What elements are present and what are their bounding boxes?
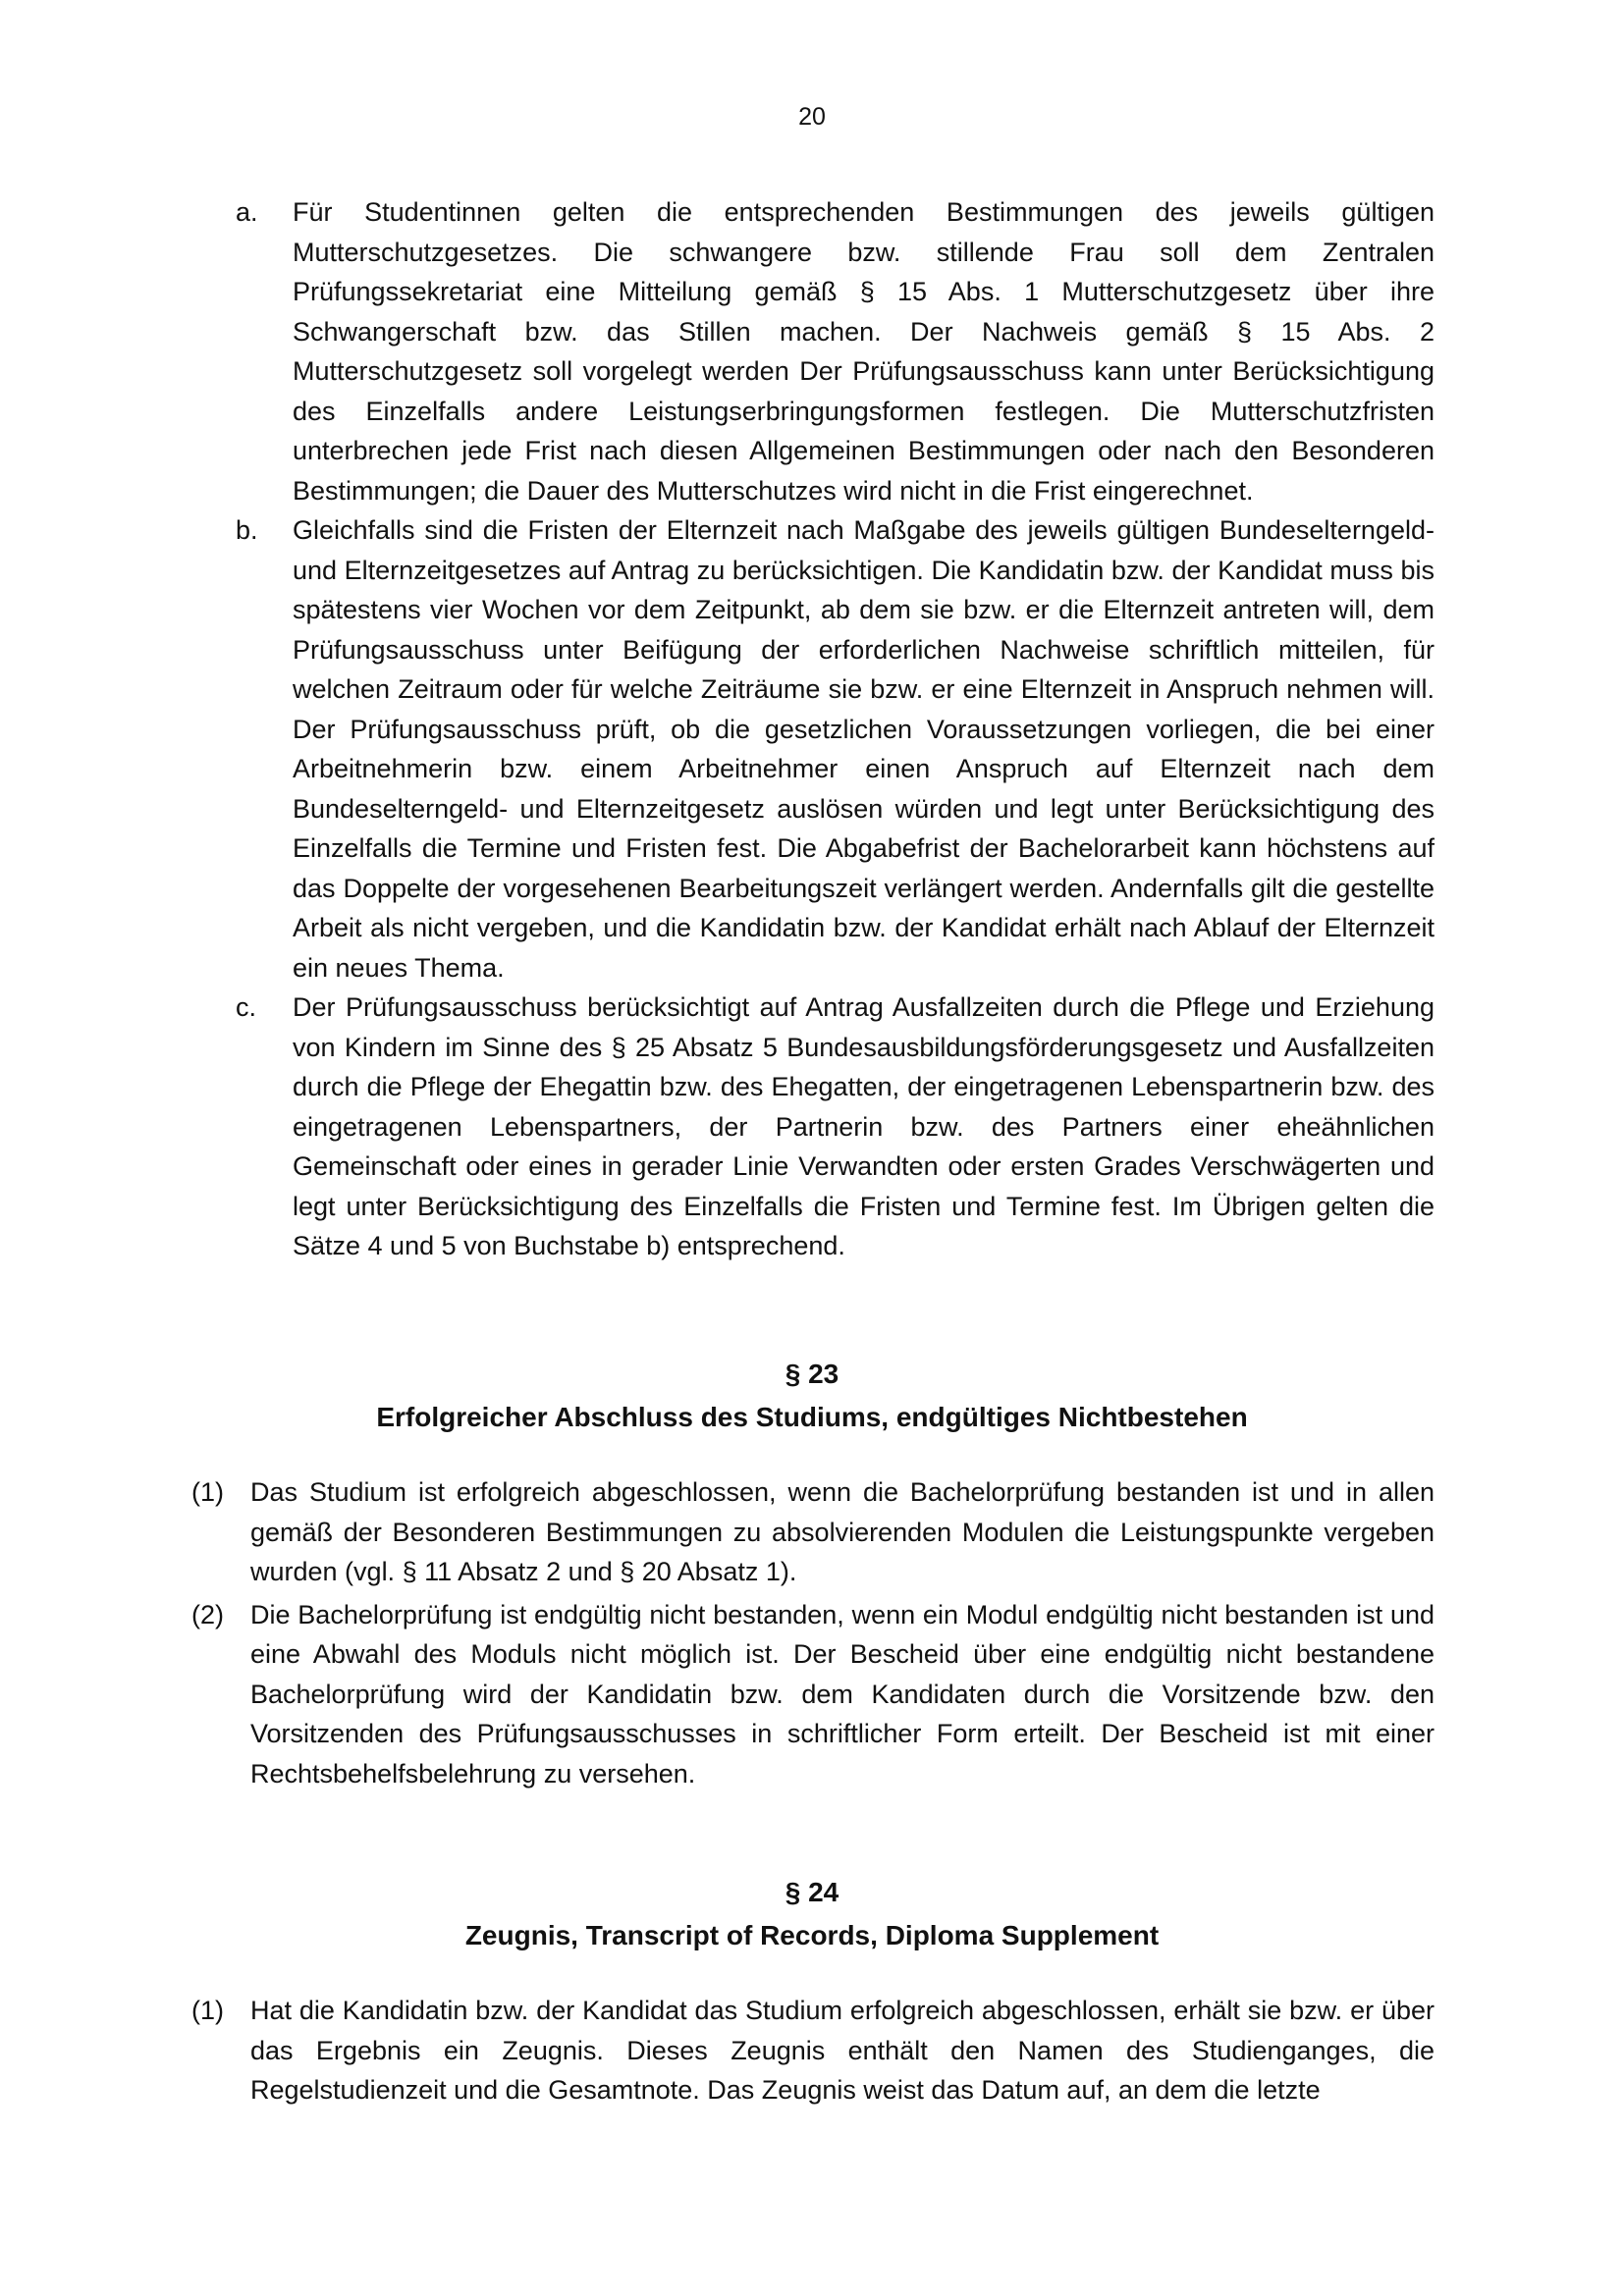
- section-title: Zeugnis, Transcript of Records, Diploma Supplement: [464, 1920, 1160, 1950]
- section-symbol: § 24: [785, 1877, 839, 1907]
- list-item-c: [236, 988, 1435, 1266]
- section-23-paragraphs: [191, 1472, 1435, 1796]
- list-marker: c.: [236, 992, 257, 1022]
- list-item-text: Für Studentinnen gelten die entsprechenden Bestimmungen des jeweils gültigen Mutterschutzgesetzes. Die schwangere bzw. stillende Frau soll dem Zentralen Prüfungssekretariat eine Mitteilung gemäß § 15 Abs. 1 Mutterschutzgesetz über ihre Schwangerschaft bzw. das Stillen machen. Der Nachweis gemäß § 15 Abs. 2 Mutterschutzgesetz soll vorgelegt werden Der Prüfungsausschuss kann unter Berücksichtigung des Einzelfalls andere Leistungserbringungsformen festlegen. Die Mutterschutzfristen unterbrechen jede Frist nach diesen Allgemeinen Bestimmungen oder nach den Besonderen Bestimmungen; die Dauer des Mutterschutzes wird nicht in die Frist eingerechnet.: [293, 197, 1435, 506]
- paragraph-number: (1): [191, 1996, 224, 2025]
- section-24-heading: [0, 1873, 1624, 1955]
- paragraph-item: [191, 1472, 1435, 1592]
- paragraph-text: Hat die Kandidatin bzw. der Kandidat das Studium erfolgreich abgeschlossen, erhält sie bzw. er über das Ergebnis ein Zeugnis. Dieses Zeugnis enthält den Namen des Studienganges, die Regelstudienzeit und die Gesamtnote. Das Zeugnis weist das Datum auf, an dem die letzte: [250, 1996, 1435, 2105]
- paragraph-item: [191, 1595, 1435, 1794]
- letter-list: [236, 192, 1435, 1266]
- section-symbol: § 23: [785, 1359, 839, 1389]
- page-number: 20: [798, 103, 826, 131]
- list-item-a: [236, 192, 1435, 510]
- list-item-text: Gleichfalls sind die Fristen der Elternzeit nach Maßgabe des jeweils gültigen Bundeselterngeld- und Elternzeitgesetzes auf Antrag zu berücksichtigen. Die Kandidatin bzw. der Kandidat muss bis spätestens vier Wochen vor dem Zeitpunkt, ab dem sie bzw. er die Elternzeit antreten will, dem Prüfungsausschuss unter Beifügung der erforderlichen Nachweise schriftlich mitteilen, für welchen Zeitraum oder für welche Zeiträume sie bzw. er eine Elternzeit in Anspruch nehmen will. Der Prüfungsausschuss prüft, ob die gesetzlichen Voraussetzungen vorliegen, die bei einer Arbeitnehmerin bzw. einem Arbeitnehmer einen Anspruch auf Elternzeit nach dem Bundeselterngeld- und Elternzeitgesetz auslösen würden und legt unter Berücksichtigung des Einzelfalls die Termine und Fristen fest. Die Abgabefrist der Bachelorarbeit kann höchstens auf das Doppelte der vorgesehenen Bearbeitungszeit verlängert werden. Andernfalls gilt die gestellte Arbeit als nicht vergeben, und die Kandidatin bzw. der Kandidat erhält nach Ablauf der Elternzeit ein neues Thema.: [293, 515, 1435, 983]
- section-24-paragraphs: [191, 1991, 1435, 2113]
- paragraph-number: (1): [191, 1477, 224, 1507]
- list-marker: b.: [236, 515, 258, 545]
- list-item-b: [236, 510, 1435, 988]
- paragraph-item: [191, 1991, 1435, 2110]
- list-item-text: Der Prüfungsausschuss berücksichtigt auf Antrag Ausfallzeiten durch die Pflege und Erziehung von Kindern im Sinne des § 25 Absatz 5 Bundesausbildungsförderungsgesetz und Ausfallzeiten durch die Pflege der Ehegattin bzw. des Ehegatten, der eingetragenen Lebenspartnerin bzw. des eingetragenen Lebenspartners, der Partnerin bzw. des Partners einer eheähnlichen Gemeinschaft oder eines in gerader Linie Verwandten oder ersten Grades Verschwägerten und legt unter Berücksichtigung des Einzelfalls die Fristen und Termine fest. Im Übrigen gelten die Sätze 4 und 5 von Buchstabe b) entsprechend.: [293, 992, 1435, 1260]
- paragraph-number: (2): [191, 1599, 224, 1629]
- paragraph-text: Die Bachelorprüfung ist endgültig nicht bestanden, wenn ein Modul endgültig nicht bestanden ist und eine Abwahl des Moduls nicht möglich ist. Der Bescheid über eine endgültig nicht bestandene Bachelorprüfung wird der Kandidatin bzw. dem Kandidaten durch die Vorsitzende bzw. den Vorsitzenden des Prüfungsausschusses in schriftlicher Form erteilt. Der Bescheid ist mit einer Rechtsbehelfsbelehrung zu versehen.: [250, 1599, 1435, 1789]
- section-23-heading: [0, 1355, 1624, 1437]
- list-marker: a.: [236, 197, 258, 227]
- paragraph-text: Das Studium ist erfolgreich abgeschlossen, wenn die Bachelorprüfung bestanden ist und in allen gemäß der Besonderen Bestimmungen zu absolvierenden Modulen die Leistungspunkte vergeben wurden (vgl. § 11 Absatz 2 und § 20 Absatz 1).: [250, 1477, 1435, 1586]
- section-title: Erfolgreicher Abschluss des Studiums, endgültiges Nichtbestehen: [376, 1402, 1248, 1432]
